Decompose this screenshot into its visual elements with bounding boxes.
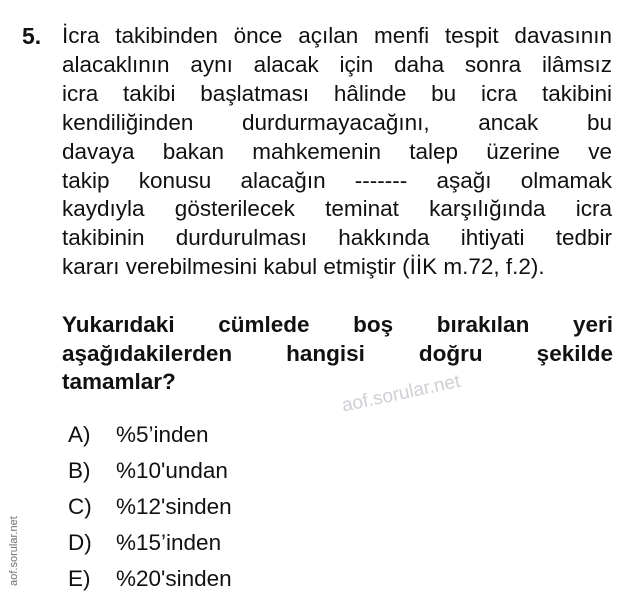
prompt-line: aşağıdakilerden hangisi doğru şekilde	[62, 340, 613, 366]
option-b[interactable]	[68, 457, 232, 493]
question-prompt	[62, 311, 613, 397]
option-text: %20'sinden	[116, 566, 232, 591]
option-letter: E)	[68, 566, 91, 591]
option-d[interactable]	[68, 529, 232, 565]
option-c[interactable]	[68, 493, 232, 529]
stem-line: kendiliğinden durdurmayacağını, ancak bu	[62, 109, 612, 135]
stem-line: icra takibi başlatması hâlinde bu icra takibini	[62, 80, 612, 106]
option-letter: B)	[68, 458, 91, 483]
option-letter: C)	[68, 494, 92, 519]
option-text: %12'sinden	[116, 494, 232, 519]
prompt-line: tamamlar?	[62, 369, 176, 394]
watermark-center: aof.sorular.net	[340, 370, 463, 417]
stem-line: İcra takibinden önce açılan menfi tespit davasının	[62, 23, 612, 48]
stem-line: takip konusu alacağın ------- aşağı olmamak	[62, 167, 612, 193]
option-text: %5’inden	[116, 422, 209, 447]
stem-line: alacaklının aynı alacak için daha sonra ilâmsız	[62, 51, 612, 77]
answer-options	[68, 421, 232, 601]
stem-line: kaydıyla gösterilecek teminat karşılığında icra	[62, 196, 612, 222]
question-stem	[62, 22, 612, 282]
option-text: %15’inden	[116, 530, 222, 555]
option-text: %10'undan	[116, 458, 228, 483]
watermark-side: aof.sorular.net	[8, 516, 20, 586]
option-a[interactable]	[68, 421, 232, 457]
prompt-line: Yukarıdaki cümlede boş bırakılan yeri	[62, 312, 613, 337]
stem-line: kararı verebilmesini kabul etmiştir (İİK m.72, f.2).	[62, 254, 545, 280]
stem-line: takibinin durdurulması hakkında ihtiyati tedbir	[62, 225, 612, 251]
option-letter: D)	[68, 530, 92, 555]
option-letter: A)	[68, 422, 91, 447]
stem-line: davaya bakan mahkemenin talep üzerine ve	[62, 138, 612, 164]
question-number: 5.	[22, 23, 42, 49]
option-e[interactable]	[68, 565, 232, 601]
